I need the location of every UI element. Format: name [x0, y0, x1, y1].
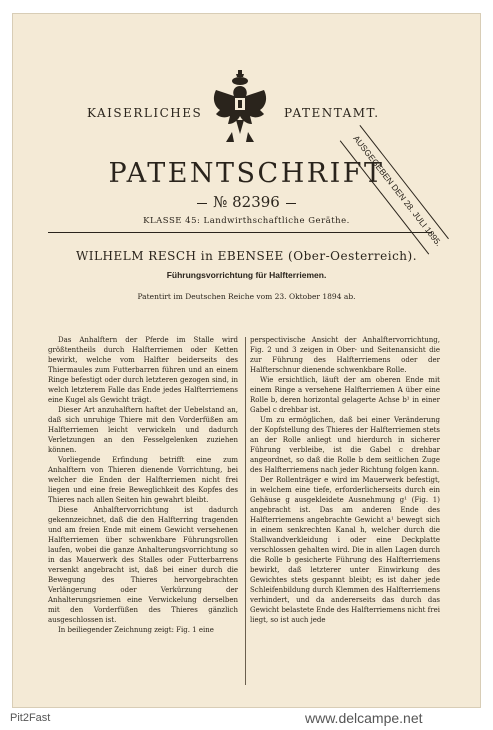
document-title: PATENTSCHRIFT: [108, 158, 385, 189]
paragraph: Der Rollenträger e wird im Mauerwerk befestigt, in welchem eine tiefe, erforderlicherseits durch ein Gehäuse g ausgekleidete Ausnehmung g¹ (Fig. 1) angebracht ist. Das am anderen Ende des Halfterriemens angebrachte Gewicht a¹ bewegt sich in einem senkrechten Kanal h, welcher durch die Stallwandverkleidung i oder eine Deckplatte verschlossen gehalten wird. Die in allen Lagen durch die Rolle b gesicherte Führung des Halfterriemens bewirkt, daß letzterer unter Einwirkung des Gewichtes stets gespannt bleibt; es ist daher jede Schleifenbildung durch Klemmen des Halfterriemens verhindert, und da andererseits das durch das Gewicht belastete Ende des Halfterriemens nicht frei liegt, so ist auch jede: [250, 476, 440, 624]
inventor-line: WILHELM RESCH in EBENSEE (Ober-Oesterreich).: [75, 249, 418, 263]
watermark-right: www.delcampe.net: [305, 710, 423, 726]
header-patentamt: PATENTAMT.: [284, 106, 380, 120]
patent-number-text: № 82396: [213, 193, 280, 211]
invention-title: Führungsvorrichtung für Halfterriemen.: [166, 270, 327, 280]
patent-number: [0, 193, 493, 211]
patent-date-line: Patentirt im Deutschen Reiche vom 23. Oktober 1894 ab.: [137, 292, 356, 301]
text-column-left: [48, 335, 238, 635]
paragraph: Wie ersichtlich, läuft der am oberen Ende mit einem Ringe a versehene Halfterriemen A über eine Rolle b, deren horizontal gelagerte Achse b¹ in einer Gabel c drehbar ist.: [250, 376, 440, 414]
watermark-left: Pit2Fast: [10, 712, 51, 724]
paragraph: In beiliegender Zeichnung zeigt: Fig. 1 eine: [58, 626, 214, 634]
column-divider: [245, 337, 246, 685]
imperial-eagle-emblem: [210, 70, 270, 150]
text-column-right: [250, 335, 440, 625]
divider-rule: [48, 232, 432, 233]
paragraph: perspectivische Ansicht der Anhalftervorrichtung, Fig. 2 und 3 zeigen in Ober- und Seitenansicht die zur Führung des Halfterriemens oder der Halfterschnur dienende schwenkbare Rolle.: [250, 336, 440, 374]
issue-date-stamp: AUSGEGEBEN DEN 28. JULI 1895.: [340, 125, 449, 254]
paragraph: Diese Anhalftervorrichtung ist dadurch gekennzeichnet, daß die den Halfterring tragenden und am freien Ende mit einem Gewicht versehenen Halfterriemen über schwenkbare Führungsrollen laufen, wobei die ganze Anhalterungsvorrichtung so in das Mauerwerk des Stalles oder Futterbarrens versenkt angebracht ist, daß bei einer durch die Bewegung des Thieres hervorgebrachten Verlängerung oder Verkürzung der Anhalterungsriemen eine Verwickelung derselben mit den Vorderfüßen des Thieres gänzlich ausgeschlossen ist.: [48, 506, 238, 624]
paragraph: Das Anhalftern der Pferde im Stalle wird größtentheils durch Halfterriemen oder Ketten bewirkt, welche vom Halfter beiderseits des Thiermaules zum Futterbarren führen und an einem Ringe befestigt oder durch letzteren gezogen sind, in welch letzterem Falle das Ende jedes Halfterriemens eine Kugel als Gewicht trägt.: [48, 336, 238, 404]
paragraph: Um zu ermöglichen, daß bei einer Veränderung der Kopfstellung des Thieres der Halfterriemen stets an der Rolle anliegt und hierdurch in sicherer Führung verbleibe, ist die Gabel c drehbar angeordnet, so daß die Rolle b dem seitlichen Zuge des Halfterriemens nach jeder Richtung folgen kann.: [250, 416, 440, 474]
paragraph: Dieser Art anzuhalftern haftet der Uebelstand an, daß sich unruhige Thiere mit den Vorderfüßen am Halfterriemen leicht verwickeln und dadurch Verletzungen an den Fesselgelenken zuziehen können.: [48, 406, 238, 454]
patent-class: KLASSE 45: Landwirthschaftliche Geräthe.: [143, 216, 350, 226]
header-kaiserliches: KAISERLICHES: [87, 106, 203, 120]
paragraph: Vorliegende Erfindung betrifft eine zum Anhalftern von Thieren dienende Vorrichtung, bei welcher die Enden der Halfterriemen nicht frei liegen und eine freie Beweglichkeit des Kopfes des Thieres nach allen Seiten hin gewahrt bleibt.: [48, 456, 238, 504]
